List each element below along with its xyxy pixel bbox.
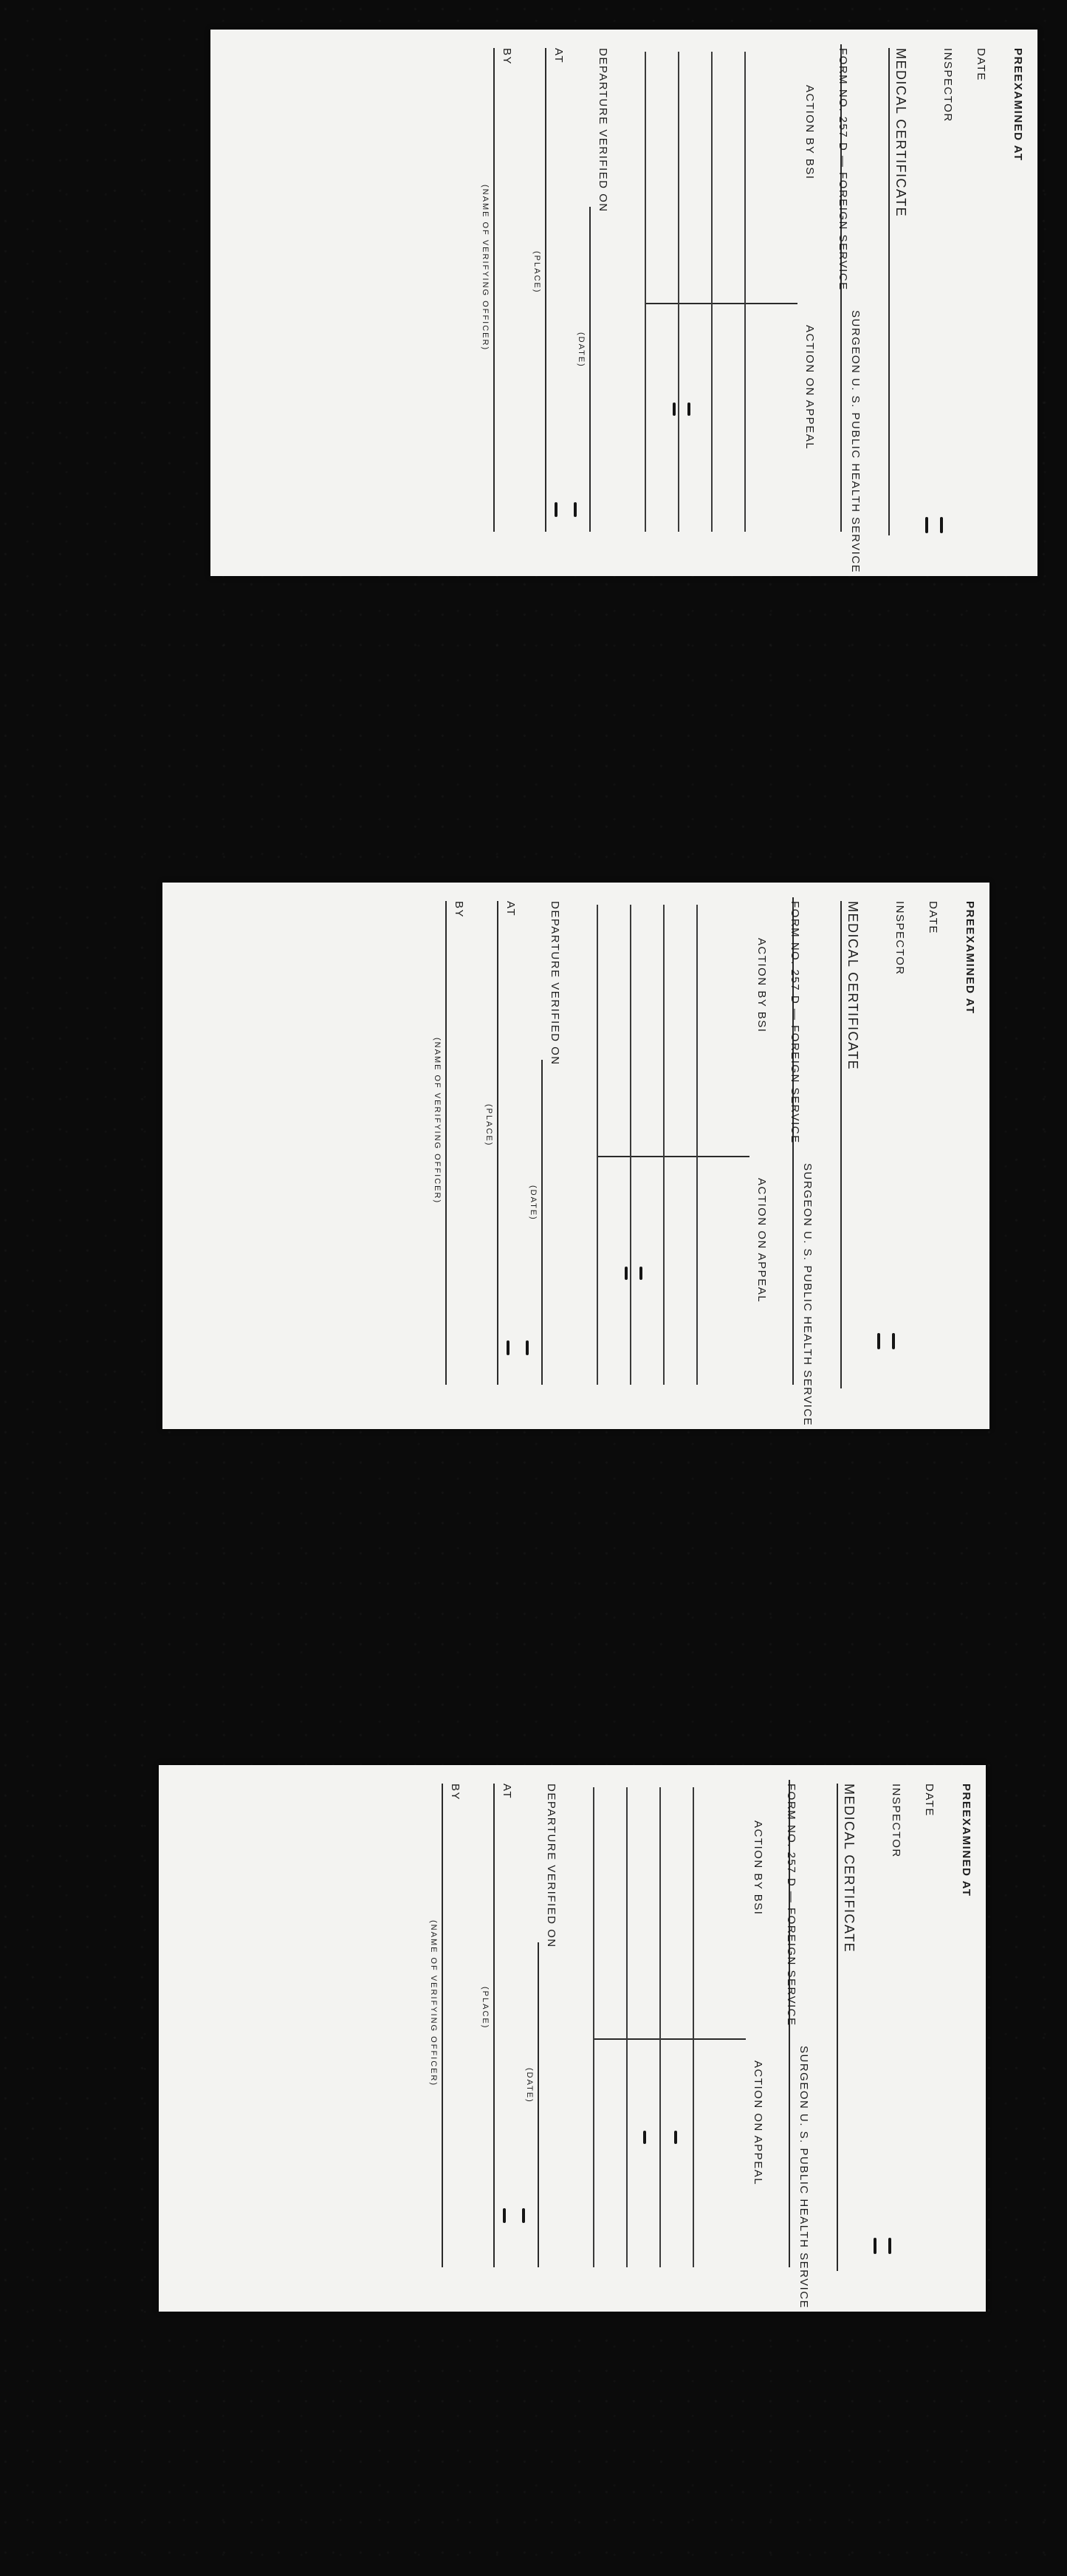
pen-mark: [503, 2208, 506, 2223]
medical-certificate-rule: [888, 48, 890, 535]
action-on-appeal-label: ACTION ON APPEAL: [752, 2061, 764, 2186]
form-number-label: FORM NO. 257 D — FOREIGN SERVICE: [837, 48, 849, 291]
at-label: AT: [552, 48, 565, 64]
date-label: DATE: [927, 901, 939, 934]
officer-caption: (NAME OF VERIFYING OFFICER): [481, 185, 490, 352]
action-row-rule: [660, 1787, 662, 2267]
action-row-rule: [679, 52, 680, 532]
officer-line: [445, 901, 447, 1385]
pen-mark: [877, 1333, 880, 1349]
place-line: [545, 48, 546, 532]
place-caption: (PLACE): [484, 1104, 493, 1147]
surgeon-label: SURGEON U. S. PUBLIC HEALTH SERVICE: [797, 2046, 810, 2309]
action-divider: [594, 2038, 746, 2040]
pen-mark: [522, 2208, 525, 2223]
action-row-rule: [664, 905, 665, 1385]
by-label: BY: [501, 48, 513, 66]
preexamined-at-label: PREEXAMINED AT: [1012, 48, 1024, 162]
at-label: AT: [504, 901, 517, 917]
date-label: DATE: [923, 1784, 936, 1817]
medical-certificate-rule: [840, 901, 842, 1388]
action-on-appeal-label: ACTION ON APPEAL: [803, 325, 816, 451]
place-line: [497, 901, 498, 1385]
pen-mark: [940, 517, 943, 533]
pen-mark: [673, 402, 676, 416]
preexamined-at-label: PREEXAMINED AT: [964, 901, 976, 1015]
date-caption: (DATE): [577, 332, 586, 368]
by-label: BY: [453, 901, 465, 919]
form-number-label: FORM NO. 257 D — FOREIGN SERVICE: [789, 901, 801, 1144]
date-label: DATE: [975, 48, 987, 81]
pen-mark: [892, 1333, 895, 1349]
action-row-rule: [645, 52, 647, 532]
pen-mark: [574, 502, 577, 517]
inspector-label: INSPECTOR: [890, 1784, 902, 1858]
surgeon-label: SURGEON U. S. PUBLIC HEALTH SERVICE: [849, 310, 862, 574]
officer-caption: (NAME OF VERIFYING OFFICER): [433, 1038, 442, 1205]
medical-certificate-label: MEDICAL CERTIFICATE: [845, 901, 860, 1071]
date-caption: (DATE): [525, 2068, 534, 2103]
place-caption: (PLACE): [532, 251, 541, 294]
action-row-rule: [693, 1787, 695, 2267]
departure-date-line: [538, 1942, 539, 2267]
action-row-rule: [594, 1787, 595, 2267]
action-row-rule: [631, 905, 632, 1385]
departure-verified-on-label: DEPARTURE VERIFIED ON: [545, 1784, 557, 1948]
action-row-rule: [745, 52, 747, 532]
action-by-bsi-label: ACTION BY BSI: [803, 85, 816, 180]
date-caption: (DATE): [529, 1185, 538, 1221]
action-by-bsi-label: ACTION BY BSI: [752, 1820, 764, 1916]
pen-mark: [639, 1267, 642, 1280]
departure-date-line: [541, 1060, 543, 1385]
departure-date-line: [589, 207, 591, 532]
pen-mark: [687, 402, 690, 416]
departure-verified-on-label: DEPARTURE VERIFIED ON: [597, 48, 609, 213]
pen-mark: [625, 1267, 628, 1280]
pen-mark: [888, 2238, 891, 2254]
medical-certificate-label: MEDICAL CERTIFICATE: [893, 48, 908, 218]
pen-mark: [526, 1340, 529, 1355]
pen-mark: [555, 502, 557, 517]
at-label: AT: [501, 1784, 513, 1800]
officer-line: [493, 48, 495, 532]
place-caption: (PLACE): [481, 1987, 490, 2029]
action-row-rule: [697, 905, 699, 1385]
departure-verified-on-label: DEPARTURE VERIFIED ON: [549, 901, 561, 1066]
pen-mark: [507, 1340, 510, 1355]
inspector-label: INSPECTOR: [893, 901, 906, 976]
action-by-bsi-label: ACTION BY BSI: [755, 938, 768, 1033]
action-on-appeal-label: ACTION ON APPEAL: [755, 1178, 768, 1304]
medical-certificate-rule: [837, 1784, 838, 2271]
preexamined-at-label: PREEXAMINED AT: [960, 1784, 972, 1897]
action-row-rule: [627, 1787, 628, 2267]
officer-line: [442, 1784, 443, 2267]
inspector-label: INSPECTOR: [941, 48, 954, 123]
action-row-rule: [712, 52, 713, 532]
action-divider: [646, 303, 797, 304]
place-line: [493, 1784, 495, 2267]
action-row-rule: [597, 905, 599, 1385]
pen-mark: [643, 2131, 646, 2144]
surgeon-label: SURGEON U. S. PUBLIC HEALTH SERVICE: [801, 1163, 814, 1427]
officer-caption: (NAME OF VERIFYING OFFICER): [429, 1920, 438, 2087]
medical-certificate-label: MEDICAL CERTIFICATE: [842, 1784, 857, 1953]
by-label: BY: [449, 1784, 462, 1801]
pen-mark: [674, 2131, 677, 2144]
pen-mark: [874, 2238, 876, 2254]
action-divider: [598, 1156, 749, 1157]
pen-mark: [925, 517, 928, 533]
form-number-label: FORM NO. 257 D — FOREIGN SERVICE: [785, 1784, 797, 2027]
